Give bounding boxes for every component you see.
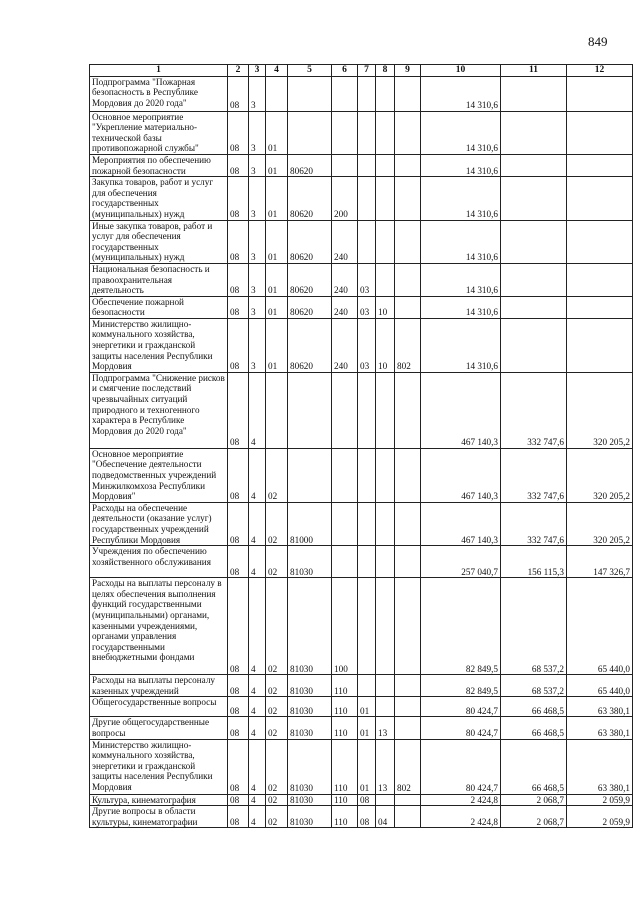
code-cell-c7 <box>358 675 376 697</box>
header-row <box>90 65 633 77</box>
amount-cell-c10: 2 424,8 <box>421 806 501 828</box>
code-cell-c8 <box>376 578 395 675</box>
table-row <box>90 220 633 263</box>
amount-cell-c12: 63 380,1 <box>567 697 633 717</box>
code-cell-c2: 08 <box>228 111 249 154</box>
code-cell-c9 <box>395 220 421 263</box>
table-row <box>90 697 633 717</box>
amount-cell-c10: 82 849,5 <box>421 578 501 675</box>
code-cell-c7 <box>358 177 376 220</box>
table-row <box>90 296 633 318</box>
row-name: Подпрограмма "Снижение рисков и смягчение последствий чрезвычайных ситуаций природного и техногенного характера в Республике Мордовия до 2020 года" <box>90 372 228 448</box>
code-cell-c5 <box>288 76 332 111</box>
code-cell-c3: 4 <box>249 794 266 806</box>
code-cell-c2: 08 <box>228 717 249 739</box>
code-cell-c7 <box>358 448 376 502</box>
code-cell-c3: 4 <box>249 448 266 502</box>
amount-cell-c12 <box>567 111 633 154</box>
code-cell-c2: 08 <box>228 263 249 296</box>
code-cell-c4: 02 <box>266 502 288 545</box>
code-cell-c6: 240 <box>332 220 358 263</box>
code-cell-c7: 01 <box>358 739 376 794</box>
amount-cell-c10: 14 310,6 <box>421 318 501 372</box>
code-cell-c9 <box>395 502 421 545</box>
code-cell-c2: 08 <box>228 154 249 176</box>
code-cell-c9 <box>395 806 421 828</box>
column-header-2: 2 <box>228 65 249 77</box>
code-cell-c6: 240 <box>332 296 358 318</box>
code-cell-c5: 81030 <box>288 675 332 697</box>
code-cell-c6: 110 <box>332 739 358 794</box>
amount-cell-c10: 80 424,7 <box>421 739 501 794</box>
code-cell-c6: 100 <box>332 578 358 675</box>
amount-cell-c12: 65 440,0 <box>567 675 633 697</box>
code-cell-c6: 110 <box>332 794 358 806</box>
row-name: Иные закупка товаров, работ и услуг для обеспечения государственных (муниципальных) нужд <box>90 220 228 263</box>
amount-cell-c12: 320 205,2 <box>567 502 633 545</box>
amount-cell-c12 <box>567 154 633 176</box>
code-cell-c2: 08 <box>228 372 249 448</box>
code-cell-c7: 01 <box>358 697 376 717</box>
code-cell-c8 <box>376 372 395 448</box>
code-cell-c9 <box>395 675 421 697</box>
table-row <box>90 546 633 578</box>
amount-cell-c11 <box>501 154 567 176</box>
code-cell-c8 <box>376 111 395 154</box>
code-cell-c5: 81030 <box>288 697 332 717</box>
amount-cell-c10: 80 424,7 <box>421 697 501 717</box>
amount-cell-c12 <box>567 76 633 111</box>
code-cell-c2: 08 <box>228 296 249 318</box>
code-cell-c2: 08 <box>228 794 249 806</box>
code-cell-c8: 10 <box>376 318 395 372</box>
code-cell-c4: 02 <box>266 675 288 697</box>
code-cell-c6 <box>332 111 358 154</box>
amount-cell-c12 <box>567 296 633 318</box>
row-name: Учреждения по обеспечению хозяйственного обслуживания <box>90 546 228 578</box>
row-name: Основное мероприятие "Укрепление материально-технической базы противопожарной службы" <box>90 111 228 154</box>
code-cell-c4: 02 <box>266 806 288 828</box>
column-header-12: 12 <box>567 65 633 77</box>
code-cell-c5: 80620 <box>288 263 332 296</box>
amount-cell-c10: 467 140,3 <box>421 372 501 448</box>
amount-cell-c11: 66 468,5 <box>501 697 567 717</box>
code-cell-c7 <box>358 76 376 111</box>
amount-cell-c12: 320 205,2 <box>567 448 633 502</box>
code-cell-c3: 4 <box>249 697 266 717</box>
code-cell-c5: 80620 <box>288 220 332 263</box>
page-number: 849 <box>588 34 608 49</box>
amount-cell-c11: 66 468,5 <box>501 717 567 739</box>
code-cell-c3: 4 <box>249 578 266 675</box>
amount-cell-c11: 332 747,6 <box>501 448 567 502</box>
table-row <box>90 154 633 176</box>
code-cell-c7: 08 <box>358 806 376 828</box>
code-cell-c8 <box>376 448 395 502</box>
amount-cell-c11: 68 537,2 <box>501 578 567 675</box>
code-cell-c6 <box>332 546 358 578</box>
code-cell-c4: 02 <box>266 794 288 806</box>
amount-cell-c12: 2 059,9 <box>567 806 633 828</box>
code-cell-c9 <box>395 263 421 296</box>
column-header-11: 11 <box>501 65 567 77</box>
table-row <box>90 111 633 154</box>
table-row <box>90 177 633 220</box>
code-cell-c9 <box>395 448 421 502</box>
amount-cell-c10: 14 310,6 <box>421 263 501 296</box>
column-header-7: 7 <box>358 65 376 77</box>
code-cell-c4: 02 <box>266 578 288 675</box>
code-cell-c5: 80620 <box>288 154 332 176</box>
amount-cell-c12 <box>567 318 633 372</box>
code-cell-c6: 110 <box>332 675 358 697</box>
amount-cell-c12 <box>567 177 633 220</box>
code-cell-c9 <box>395 177 421 220</box>
code-cell-c2: 08 <box>228 578 249 675</box>
code-cell-c8: 13 <box>376 717 395 739</box>
code-cell-c3: 4 <box>249 546 266 578</box>
code-cell-c3: 3 <box>249 220 266 263</box>
code-cell-c4: 01 <box>266 318 288 372</box>
code-cell-c8 <box>376 177 395 220</box>
code-cell-c2: 08 <box>228 739 249 794</box>
amount-cell-c10: 14 310,6 <box>421 177 501 220</box>
table-body <box>90 76 633 828</box>
amount-cell-c12: 320 205,2 <box>567 372 633 448</box>
table-row <box>90 502 633 545</box>
row-name: Министерство жилищно-коммунального хозяйства, энергетики и гражданской защиты населения Республики Мордовия <box>90 318 228 372</box>
column-header-1: 1 <box>90 65 228 77</box>
amount-cell-c11: 332 747,6 <box>501 502 567 545</box>
amount-cell-c10: 14 310,6 <box>421 220 501 263</box>
code-cell-c2: 08 <box>228 806 249 828</box>
code-cell-c7: 01 <box>358 717 376 739</box>
code-cell-c3: 4 <box>249 502 266 545</box>
row-name: Расходы на выплаты персоналу в целях обеспечения выполнения функций государственными (муниципальными) органами, казенными учреждениями, органами управления государственными внебюджетными фондами <box>90 578 228 675</box>
table-row <box>90 448 633 502</box>
code-cell-c9: 802 <box>395 318 421 372</box>
code-cell-c5: 81030 <box>288 717 332 739</box>
code-cell-c9: 802 <box>395 739 421 794</box>
code-cell-c3: 3 <box>249 76 266 111</box>
code-cell-c5: 81000 <box>288 502 332 545</box>
row-name: Расходы на обеспечение деятельности (оказание услуг) государственных учреждений Республики Мордовия <box>90 502 228 545</box>
code-cell-c7: 03 <box>358 296 376 318</box>
table-header <box>90 65 633 77</box>
row-name: Расходы на выплаты персоналу казенных учреждений <box>90 675 228 697</box>
table-row <box>90 675 633 697</box>
code-cell-c9 <box>395 717 421 739</box>
row-name: Другие вопросы в области культуры, кинематографии <box>90 806 228 828</box>
amount-cell-c10: 14 310,6 <box>421 154 501 176</box>
code-cell-c2: 08 <box>228 220 249 263</box>
amount-cell-c11: 332 747,6 <box>501 372 567 448</box>
budget-table <box>89 64 633 828</box>
code-cell-c7 <box>358 546 376 578</box>
amount-cell-c11 <box>501 111 567 154</box>
table-row <box>90 76 633 111</box>
code-cell-c2: 08 <box>228 177 249 220</box>
code-cell-c5: 81030 <box>288 794 332 806</box>
code-cell-c4: 02 <box>266 546 288 578</box>
code-cell-c8 <box>376 154 395 176</box>
code-cell-c2: 08 <box>228 502 249 545</box>
code-cell-c7: 03 <box>358 263 376 296</box>
amount-cell-c12: 2 059,9 <box>567 794 633 806</box>
amount-cell-c11: 2 068,7 <box>501 806 567 828</box>
code-cell-c4: 01 <box>266 154 288 176</box>
column-header-3: 3 <box>249 65 266 77</box>
code-cell-c4: 01 <box>266 177 288 220</box>
amount-cell-c11 <box>501 318 567 372</box>
code-cell-c5: 80620 <box>288 177 332 220</box>
amount-cell-c11: 156 115,3 <box>501 546 567 578</box>
amount-cell-c10: 257 040,7 <box>421 546 501 578</box>
code-cell-c4 <box>266 76 288 111</box>
code-cell-c3: 3 <box>249 177 266 220</box>
code-cell-c4: 01 <box>266 220 288 263</box>
code-cell-c6: 240 <box>332 318 358 372</box>
code-cell-c9 <box>395 111 421 154</box>
code-cell-c6 <box>332 76 358 111</box>
code-cell-c9 <box>395 578 421 675</box>
code-cell-c8 <box>376 502 395 545</box>
code-cell-c5 <box>288 448 332 502</box>
code-cell-c3: 4 <box>249 675 266 697</box>
amount-cell-c10: 2 424,8 <box>421 794 501 806</box>
table-row <box>90 806 633 828</box>
code-cell-c6 <box>332 372 358 448</box>
code-cell-c9 <box>395 76 421 111</box>
code-cell-c9 <box>395 154 421 176</box>
code-cell-c5: 81030 <box>288 739 332 794</box>
code-cell-c7 <box>358 154 376 176</box>
column-header-9: 9 <box>395 65 421 77</box>
table-row <box>90 372 633 448</box>
column-header-8: 8 <box>376 65 395 77</box>
code-cell-c4: 02 <box>266 697 288 717</box>
code-cell-c8: 04 <box>376 806 395 828</box>
code-cell-c4: 02 <box>266 739 288 794</box>
code-cell-c2: 08 <box>228 546 249 578</box>
amount-cell-c12: 65 440,0 <box>567 578 633 675</box>
code-cell-c5 <box>288 111 332 154</box>
code-cell-c5: 80620 <box>288 296 332 318</box>
amount-cell-c12: 63 380,1 <box>567 717 633 739</box>
code-cell-c9 <box>395 794 421 806</box>
code-cell-c8: 10 <box>376 296 395 318</box>
column-header-6: 6 <box>332 65 358 77</box>
amount-cell-c11: 68 537,2 <box>501 675 567 697</box>
amount-cell-c12 <box>567 263 633 296</box>
code-cell-c7 <box>358 372 376 448</box>
amount-cell-c12: 63 380,1 <box>567 739 633 794</box>
code-cell-c8 <box>376 220 395 263</box>
code-cell-c8 <box>376 76 395 111</box>
code-cell-c6: 240 <box>332 263 358 296</box>
code-cell-c9 <box>395 296 421 318</box>
amount-cell-c12 <box>567 220 633 263</box>
code-cell-c3: 4 <box>249 739 266 794</box>
amount-cell-c11 <box>501 296 567 318</box>
row-name: Министерство жилищно-коммунального хозяйства, энергетики и гражданской защиты населения Республики Мордовия <box>90 739 228 794</box>
code-cell-c4 <box>266 372 288 448</box>
table-row <box>90 263 633 296</box>
code-cell-c5: 80620 <box>288 318 332 372</box>
row-name: Культура, кинематография <box>90 794 228 806</box>
row-name: Основное мероприятие "Обеспечение деятельности подведомственных учреждений Минжилкомхоза Республики Мордовия" <box>90 448 228 502</box>
code-cell-c2: 08 <box>228 76 249 111</box>
code-cell-c7 <box>358 578 376 675</box>
row-name: Другие общегосударственные вопросы <box>90 717 228 739</box>
code-cell-c7 <box>358 220 376 263</box>
code-cell-c8 <box>376 794 395 806</box>
amount-cell-c11: 2 068,7 <box>501 794 567 806</box>
code-cell-c9 <box>395 546 421 578</box>
code-cell-c4: 02 <box>266 448 288 502</box>
code-cell-c5: 81030 <box>288 578 332 675</box>
code-cell-c2: 08 <box>228 318 249 372</box>
row-name: Общегосударственные вопросы <box>90 697 228 717</box>
code-cell-c3: 4 <box>249 372 266 448</box>
amount-cell-c10: 14 310,6 <box>421 111 501 154</box>
table-row <box>90 717 633 739</box>
code-cell-c3: 3 <box>249 263 266 296</box>
code-cell-c8 <box>376 697 395 717</box>
code-cell-c6 <box>332 502 358 545</box>
code-cell-c6 <box>332 448 358 502</box>
amount-cell-c11: 66 468,5 <box>501 739 567 794</box>
code-cell-c6 <box>332 154 358 176</box>
code-cell-c7 <box>358 502 376 545</box>
code-cell-c3: 3 <box>249 154 266 176</box>
amount-cell-c12: 147 326,7 <box>567 546 633 578</box>
amount-cell-c10: 14 310,6 <box>421 296 501 318</box>
code-cell-c7 <box>358 111 376 154</box>
amount-cell-c10: 467 140,3 <box>421 502 501 545</box>
code-cell-c7: 08 <box>358 794 376 806</box>
row-name: Обеспечение пожарной безопасности <box>90 296 228 318</box>
amount-cell-c11 <box>501 220 567 263</box>
row-name: Национальная безопасность и правоохранительная деятельность <box>90 263 228 296</box>
code-cell-c9 <box>395 697 421 717</box>
table-row <box>90 578 633 675</box>
code-cell-c5: 81030 <box>288 546 332 578</box>
code-cell-c4: 01 <box>266 111 288 154</box>
code-cell-c2: 08 <box>228 697 249 717</box>
code-cell-c6: 110 <box>332 806 358 828</box>
code-cell-c4: 01 <box>266 296 288 318</box>
code-cell-c5: 81030 <box>288 806 332 828</box>
table-row <box>90 794 633 806</box>
column-header-10: 10 <box>421 65 501 77</box>
row-name: Мероприятия по обеспечению пожарной безопасности <box>90 154 228 176</box>
code-cell-c3: 3 <box>249 318 266 372</box>
code-cell-c7: 03 <box>358 318 376 372</box>
amount-cell-c10: 82 849,5 <box>421 675 501 697</box>
amount-cell-c10: 80 424,7 <box>421 717 501 739</box>
code-cell-c8 <box>376 675 395 697</box>
column-header-5: 5 <box>288 65 332 77</box>
amount-cell-c11 <box>501 263 567 296</box>
code-cell-c3: 4 <box>249 806 266 828</box>
code-cell-c5 <box>288 372 332 448</box>
code-cell-c2: 08 <box>228 675 249 697</box>
code-cell-c4: 02 <box>266 717 288 739</box>
code-cell-c8: 13 <box>376 739 395 794</box>
amount-cell-c10: 467 140,3 <box>421 448 501 502</box>
code-cell-c6: 200 <box>332 177 358 220</box>
code-cell-c9 <box>395 372 421 448</box>
code-cell-c8 <box>376 263 395 296</box>
code-cell-c3: 3 <box>249 296 266 318</box>
row-name: Подпрограмма "Пожарная безопасность в Республике Мордовия до 2020 года" <box>90 76 228 111</box>
code-cell-c3: 3 <box>249 111 266 154</box>
amount-cell-c11 <box>501 76 567 111</box>
code-cell-c3: 4 <box>249 717 266 739</box>
code-cell-c6: 110 <box>332 717 358 739</box>
code-cell-c8 <box>376 546 395 578</box>
column-header-4: 4 <box>266 65 288 77</box>
amount-cell-c10: 14 310,6 <box>421 76 501 111</box>
code-cell-c2: 08 <box>228 448 249 502</box>
table-row <box>90 739 633 794</box>
code-cell-c6: 110 <box>332 697 358 717</box>
table-row <box>90 318 633 372</box>
amount-cell-c11 <box>501 177 567 220</box>
row-name: Закупка товаров, работ и услуг для обеспечения государственных (муниципальных) нужд <box>90 177 228 220</box>
code-cell-c4: 01 <box>266 263 288 296</box>
